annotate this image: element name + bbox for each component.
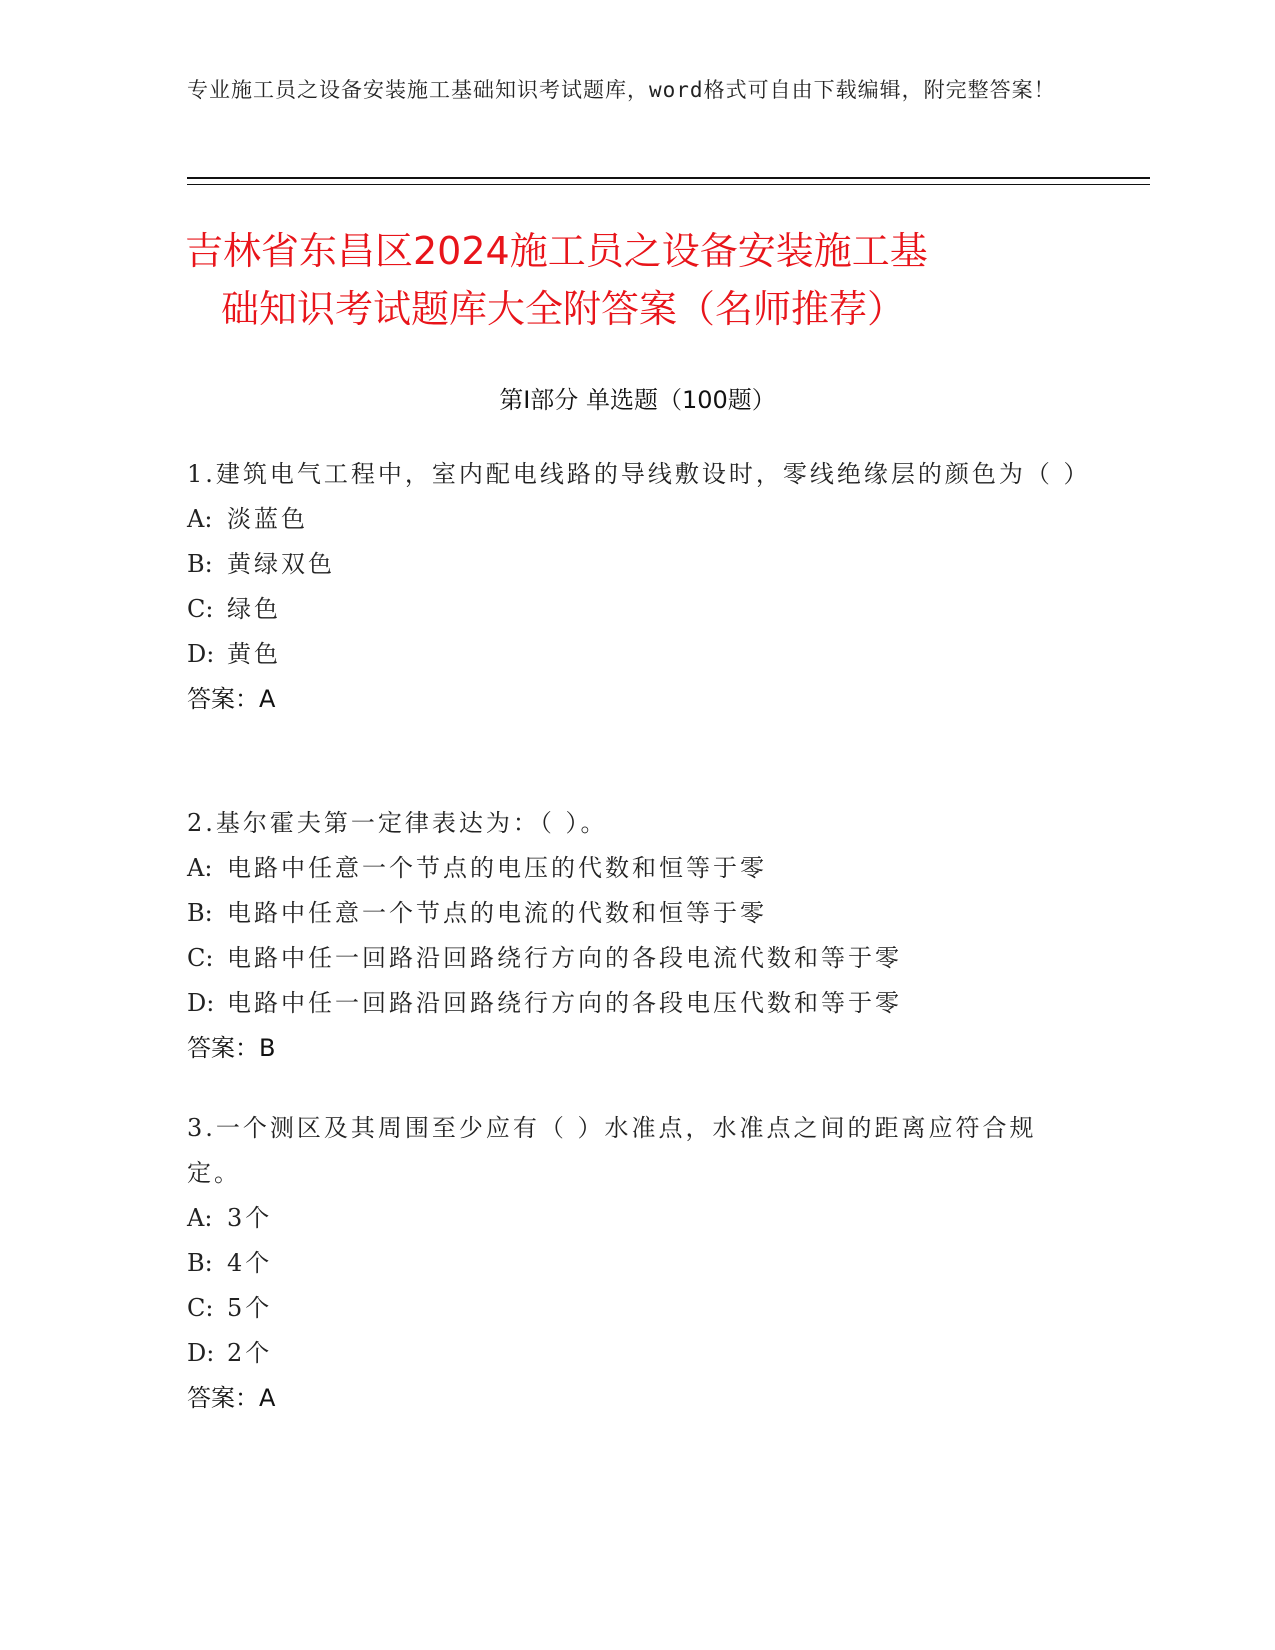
option-letter: A: bbox=[187, 505, 213, 533]
option-text: 2个 bbox=[227, 1339, 273, 1367]
option-letter: B: bbox=[187, 899, 213, 927]
option-text: 5个 bbox=[227, 1294, 273, 1322]
option-d bbox=[187, 632, 1087, 677]
header-note: 专业施工员之设备安装施工基础知识考试题库，word格式可自由下载编辑，附完整答案！ bbox=[187, 78, 1056, 102]
document-title-line2: 础知识考试题库大全附答案（名师推荐） bbox=[221, 287, 906, 331]
document-title-line1: 吉林省东昌区2024施工员之设备安装施工基 bbox=[185, 229, 928, 273]
option-letter: D: bbox=[187, 640, 215, 668]
option-text: 电路中任意一个节点的电压的代数和恒等于零 bbox=[227, 854, 767, 882]
option-letter: A: bbox=[187, 1204, 213, 1232]
question-stem: 3.一个测区及其周围至少应有（ ）水准点，水准点之间的距离应符合规定。 bbox=[187, 1114, 1037, 1187]
option-d bbox=[187, 1331, 1087, 1376]
question-1 bbox=[187, 452, 1091, 722]
option-c bbox=[187, 587, 1087, 632]
answer: 答案：A bbox=[187, 685, 276, 713]
question-3 bbox=[187, 1106, 1087, 1421]
option-letter: D: bbox=[187, 1339, 215, 1367]
option-letter: B: bbox=[187, 1249, 213, 1277]
option-text: 电路中任一回路沿回路绕行方向的各段电压代数和等于零 bbox=[227, 989, 902, 1017]
option-c bbox=[187, 1286, 1087, 1331]
question-2 bbox=[187, 801, 1087, 1071]
option-text: 3个 bbox=[227, 1204, 273, 1232]
option-a bbox=[187, 846, 1087, 891]
option-letter: C: bbox=[187, 1294, 214, 1322]
option-d bbox=[187, 981, 1087, 1026]
option-a bbox=[187, 1196, 1087, 1241]
option-letter: D: bbox=[187, 989, 215, 1017]
option-text: 电路中任一回路沿回路绕行方向的各段电流代数和等于零 bbox=[227, 944, 902, 972]
option-letter: C: bbox=[187, 944, 214, 972]
option-c bbox=[187, 936, 1087, 981]
option-text: 黄色 bbox=[227, 640, 281, 668]
question-stem: 2.基尔霍夫第一定律表达为：（ ）。 bbox=[187, 809, 608, 837]
section-title: 第Ⅰ部分 单选题（100题） bbox=[499, 386, 776, 414]
option-b bbox=[187, 891, 1087, 936]
option-text: 4个 bbox=[227, 1249, 273, 1277]
option-text: 淡蓝色 bbox=[227, 505, 308, 533]
option-b bbox=[187, 542, 1087, 587]
document-title bbox=[185, 222, 1085, 338]
answer: 答案：A bbox=[187, 1384, 276, 1412]
question-stem: 1.建筑电气工程中，室内配电线路的导线敷设时，零线绝缘层的颜色为（ ） bbox=[187, 460, 1091, 488]
option-text: 黄绿双色 bbox=[227, 550, 335, 578]
option-b bbox=[187, 1241, 1087, 1286]
header-divider-thin bbox=[187, 184, 1150, 185]
option-text: 电路中任意一个节点的电流的代数和恒等于零 bbox=[227, 899, 767, 927]
header-divider-thick bbox=[187, 177, 1150, 179]
option-letter: A: bbox=[187, 854, 213, 882]
option-text: 绿色 bbox=[227, 595, 281, 623]
option-letter: B: bbox=[187, 550, 213, 578]
option-a bbox=[187, 497, 1087, 542]
answer: 答案：B bbox=[187, 1034, 276, 1062]
option-letter: C: bbox=[187, 595, 214, 623]
